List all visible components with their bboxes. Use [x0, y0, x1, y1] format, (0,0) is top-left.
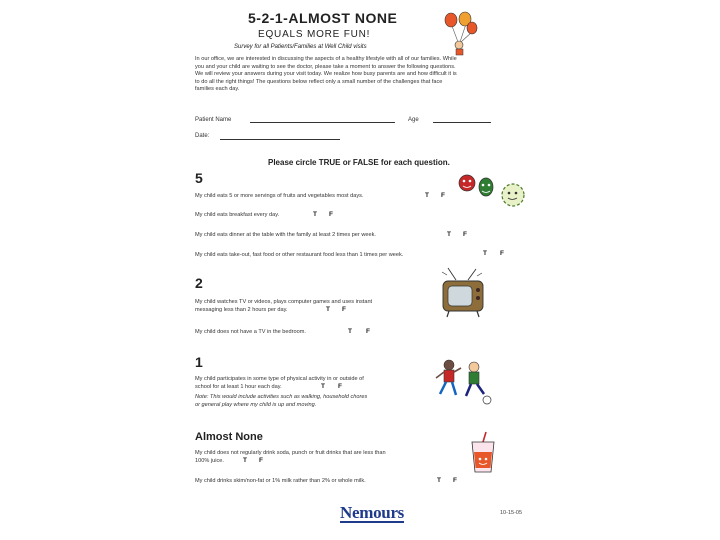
- patient-name-field[interactable]: [250, 122, 395, 123]
- false-option[interactable]: F: [366, 328, 370, 335]
- question-almost-none-1: [195, 449, 386, 465]
- true-option[interactable]: T: [313, 211, 317, 218]
- activity-note-line-1: Note: This would include activities such as walking, household chores: [195, 394, 368, 400]
- question-almost-none-1-line-2: 100% juice.: [195, 458, 224, 464]
- section-5-heading: 5: [195, 170, 203, 186]
- question-5-3: My child eats dinner at the table with the family at least 2 times per week.: [195, 232, 376, 238]
- question-5-1: My child eats 5 or more servings of fruits and vegetables most days.: [195, 193, 364, 199]
- page-title: 5-2-1-ALMOST NONE: [248, 10, 398, 26]
- true-option[interactable]: T: [321, 383, 325, 390]
- patient-name-label: Patient Name: [195, 117, 232, 123]
- television-icon: [438, 268, 488, 320]
- false-option[interactable]: F: [329, 211, 333, 218]
- soda-cup-icon: [466, 432, 500, 476]
- false-option[interactable]: F: [259, 457, 263, 464]
- false-option[interactable]: F: [463, 231, 467, 238]
- question-1-1-line-1: My child participates in some type of physical activity in or outside of: [195, 376, 364, 382]
- intro-paragraph: In our office, we are interested in discussing the aspects of a healthy lifestyle with all of our families. While you and your child are waiting to see the doctor, please take a moment to answer the following questions. We will review your answers during your visit today. We realize how busy parents are and how difficult it is to do all the right things! The questions below reflect only a small number of the challenges that face families each day.: [195, 56, 457, 93]
- vegetables-icon: [455, 170, 530, 210]
- question-5-4: My child eats take-out, fast food or other restaurant food less than 1 times per week.: [195, 252, 404, 258]
- false-option[interactable]: F: [338, 383, 342, 390]
- true-option[interactable]: T: [326, 306, 330, 313]
- false-option[interactable]: F: [342, 306, 346, 313]
- survey-description: Survey for all Patients/Families at Well Child visits: [234, 44, 367, 50]
- question-1-1-line-2: school for at least 1 hour each day.: [195, 384, 282, 390]
- section-1-heading: 1: [195, 354, 203, 370]
- true-option[interactable]: T: [437, 477, 441, 484]
- question-2-2: My child does not have a TV in the bedroom.: [195, 329, 306, 335]
- date-label: Date:: [195, 133, 210, 139]
- true-option[interactable]: T: [483, 250, 487, 257]
- balloon-mascot-icon: [440, 12, 480, 57]
- page-subtitle: EQUALS MORE FUN!: [258, 29, 371, 40]
- true-option[interactable]: T: [348, 328, 352, 335]
- age-field[interactable]: [433, 122, 491, 123]
- question-almost-none-2: My child drinks skim/non-fat or 1% milk rather than 2% or whole milk.: [195, 478, 366, 484]
- question-almost-none-1-line-1: My child does not regularly drink soda, punch or fruit drinks that are less than: [195, 450, 386, 456]
- true-option[interactable]: T: [425, 192, 429, 199]
- question-2-1-line-2: messaging less than 2 hours per day.: [195, 307, 288, 313]
- kids-playing-soccer-icon: [432, 358, 494, 406]
- true-option[interactable]: T: [447, 231, 451, 238]
- activity-note: [195, 393, 367, 409]
- activity-note-line-2: or general play where my child is up and moving.: [195, 402, 317, 408]
- false-option[interactable]: F: [453, 477, 457, 484]
- question-5-2: My child eats breakfast every day.: [195, 212, 280, 218]
- age-label: Age: [408, 117, 419, 123]
- section-almost-none-heading: Almost None: [195, 431, 263, 443]
- date-field[interactable]: [220, 139, 340, 140]
- form-code: 10-15-05: [500, 510, 523, 516]
- question-2-1-line-1: My child watches TV or videos, plays computer games and uses instant: [195, 299, 373, 305]
- false-option[interactable]: F: [441, 192, 445, 199]
- false-option[interactable]: F: [500, 250, 504, 257]
- section-2-heading: 2: [195, 275, 203, 291]
- nemours-logo: Nemours: [340, 503, 404, 522]
- true-option[interactable]: T: [243, 457, 247, 464]
- instruction-text: Please circle TRUE or FALSE for each question.: [268, 158, 450, 167]
